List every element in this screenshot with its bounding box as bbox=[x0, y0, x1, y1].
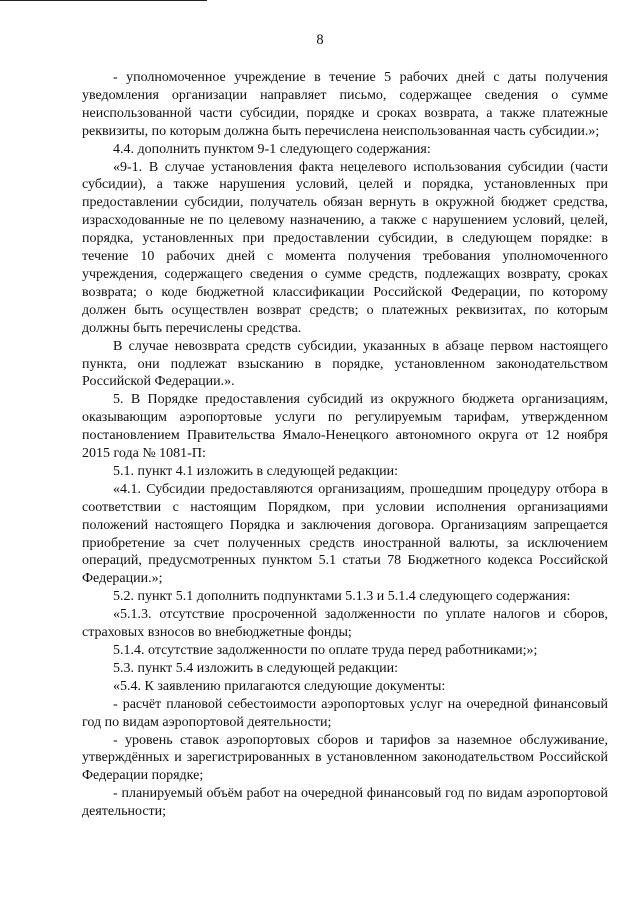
paragraph: 5. В Порядке предоставления субсидий из окружного бюджета организациям, оказывающим аэропортовые услуги по регулируемым тарифам, утвержденном постановлением Правительства Ямало-Ненецкого автономного округа от 12 ноября 2015 года № 1081-П: bbox=[82, 392, 608, 462]
paragraph: 5.1. пункт 4.1 изложить в следующей редакции: bbox=[113, 463, 398, 479]
paragraph: - уровень ставок аэропортовых сборов и тарифов за наземное обслуживание, утверждённых и зарегистрированных в установленном законодательством Российской Федерации порядке; bbox=[82, 732, 608, 784]
paragraph: 4.4. дополнить пунктом 9-1 следующего содержания: bbox=[113, 141, 431, 157]
paragraph: «5.4. К заявлению прилагаются следующие документы: bbox=[113, 678, 446, 694]
paragraph: - уполномоченное учреждение в течение 5 рабочих дней с даты получения уведомления организации направляет письмо, содержащее сведения о сумме неиспользованной части субсидии, порядке и сроках возврата, а также платежные реквизиты, по которым должна быть перечислена неиспользованная часть субсидии.»; bbox=[82, 70, 608, 139]
paragraph: - планируемый объём работ на очередной финансовый год по видам аэропортовой деятельности; bbox=[82, 786, 608, 820]
paragraph: - расчёт плановой себестоимости аэропортовых услуг на очередной финансовый год по видам аэропортовой деятельности; bbox=[82, 696, 608, 730]
paragraph: 5.2. пункт 5.1 дополнить подпунктами 5.1.3 и 5.1.4 следующего содержания: bbox=[113, 589, 571, 605]
paragraph: 5.3. пункт 5.4 изложить в следующей редакции: bbox=[113, 660, 398, 676]
paragraph: «4.1. Субсидии предоставляются организациям, прошедшим процедуру отбора в соответствии с настоящим Порядком, при условии исполнения организациями положений настоящего Порядка и заключения договора. Организациям запрещается приобретение за счет полученных средств иностранной валюты, за исключением операций, предусмотренных пунктом 5.1 статьи 78 Бюджетного кодекса Российской Федерации.»; bbox=[82, 481, 608, 587]
top-rule bbox=[0, 0, 207, 1]
paragraph: В случае невозврата средств субсидии, указанных в абзаце первом настоящего пункта, они подлежат взысканию в порядке, установленном законодательством Российской Федерации.». bbox=[82, 338, 608, 390]
paragraph: «5.1.3. отсутствие просроченной задолженности по уплате налогов и сборов, страховых взносов во внебюджетные фонды; bbox=[82, 607, 608, 641]
page-number: 8 bbox=[316, 32, 324, 48]
document-body bbox=[82, 69, 608, 821]
paragraph: «9-1. В случае установления факта нецелевого использования субсидии (части субсидии), а также нарушения условий, целей и порядка, установленных при предоставлении субсидии, получатель обязан вернуть в окружной бюджет средства, израсходованные не по целевому назначению, а также с нарушением условий, целей, порядка, установленных при предоставлении субсидии, в следующем порядке: в течение 10 рабочих дней с момента получения требования уполномоченного учреждения, содержащего сведения о сумме средств, подлежащих возврату, сроках возврата; о коде бюджетной классификации Российской Федерации, по которому должен быть осуществлен возврат средств; о платежных реквизитах, по которым должны быть перечислены средства. bbox=[82, 159, 608, 336]
paragraph: 5.1.4. отсутствие задолженности по оплате труда перед работниками;»; bbox=[113, 643, 538, 658]
